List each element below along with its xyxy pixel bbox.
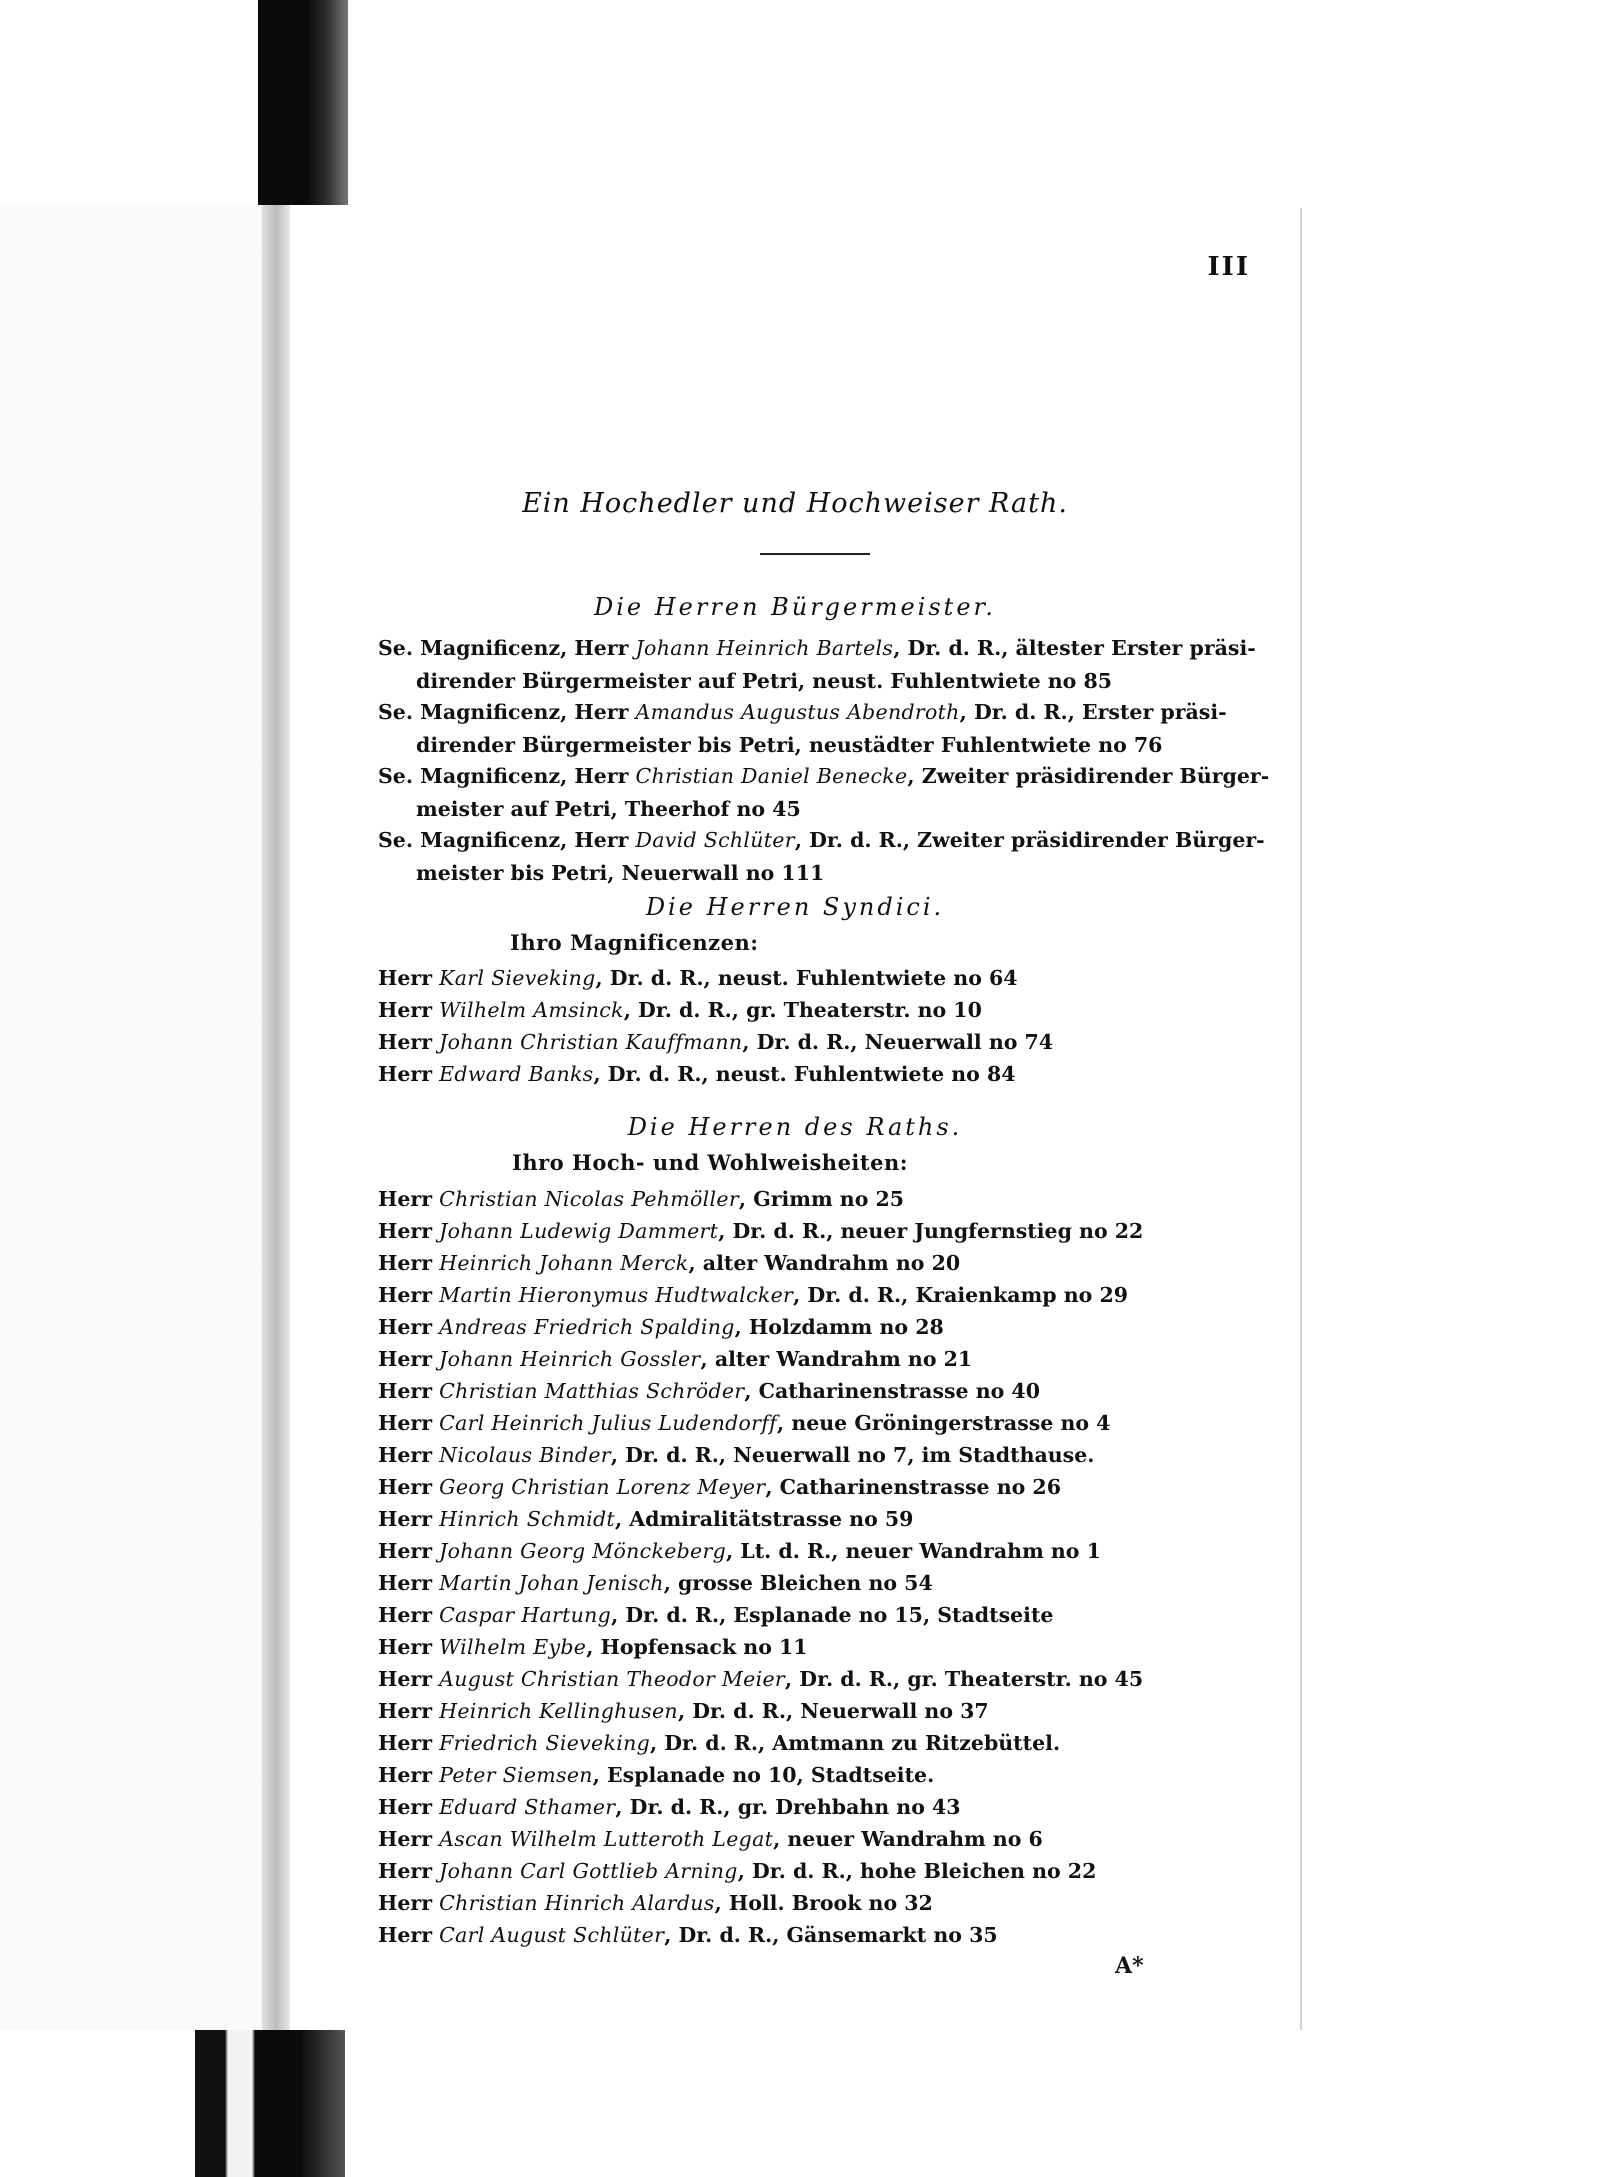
section-subheading-rath: Ihro Hoch- und Wohlweisheiten:: [512, 1150, 908, 1175]
section-heading-rath: Die Herren des Raths.: [627, 1113, 963, 1141]
rath-entry: [378, 1695, 989, 1727]
entry-details: , Holl. Brook no 32: [714, 1891, 933, 1915]
entry-prefix: Se. Magnificenz, Herr: [378, 764, 629, 788]
rath-entry: [378, 1599, 1053, 1631]
entry-prefix: Herr: [378, 1379, 433, 1403]
entry-name: Ascan Wilhelm Lutteroth Legat: [439, 1827, 774, 1851]
entry-details: , Dr. d. R., gr. Drehbahn no 43: [615, 1795, 961, 1819]
entry-prefix: Se. Magnificenz, Herr: [378, 700, 629, 724]
entry-details: , Grimm no 25: [738, 1187, 905, 1211]
entry-prefix: Se. Magnificenz, Herr: [378, 828, 629, 852]
entry-name: Eduard Sthamer: [439, 1795, 616, 1819]
entry-prefix: Herr: [378, 1187, 433, 1211]
entry-prefix: Herr: [378, 1347, 433, 1371]
entry-name: Martin Johan Jenisch: [439, 1571, 664, 1595]
entry-continuation: dirender Bürgermeister bis Petri, neustädter Fuhlentwiete no 76: [416, 733, 1163, 757]
rath-entry: [378, 1759, 934, 1791]
rath-entry: [378, 1887, 933, 1919]
entry-details: , Dr. d. R., gr. Theaterstr. no 45: [785, 1667, 1144, 1691]
entry-name: David Schlüter: [635, 828, 795, 852]
entry-details: , neue Gröningerstrasse no 4: [777, 1411, 1111, 1435]
entry-prefix: Herr: [378, 1699, 433, 1723]
rath-entry: [378, 1727, 1060, 1759]
entry-continuation: meister bis Petri, Neuerwall no 111: [416, 861, 825, 885]
entry-prefix: Herr: [378, 1859, 433, 1883]
buergermeister-entry: [378, 632, 1278, 698]
entry-prefix: Se. Magnificenz, Herr: [378, 636, 629, 660]
rath-entry: [378, 1279, 1128, 1311]
rath-entry: [378, 1215, 1143, 1247]
entry-name: Christian Daniel Benecke: [635, 764, 908, 788]
entry-prefix: Herr: [378, 1443, 433, 1467]
entry-name: August Christian Theodor Meier: [439, 1667, 786, 1691]
entry-details: , Catharinenstrasse no 26: [765, 1475, 1061, 1499]
scan-binding-shadow-top: [258, 0, 348, 205]
entry-prefix: Herr: [378, 1507, 433, 1531]
entry-prefix: Herr: [378, 1411, 433, 1435]
section-heading-syndici: Die Herren Syndici.: [645, 893, 945, 921]
entry-name: Martin Hieronymus Hudtwalcker: [439, 1283, 794, 1307]
syndicus-entry: [378, 962, 1018, 994]
entry-name: Edward Banks: [439, 1062, 594, 1086]
entry-name: Johann Christian Kauffmann: [439, 1030, 743, 1054]
entry-prefix: Herr: [378, 1571, 433, 1595]
rath-entry: [378, 1503, 913, 1535]
entry-prefix: Herr: [378, 1251, 433, 1275]
entry-prefix: Herr: [378, 1219, 433, 1243]
entry-details: , Dr. d. R., Neuerwall no 74: [742, 1030, 1054, 1054]
page-number: III: [1207, 252, 1250, 282]
rath-entry: [378, 1567, 933, 1599]
rath-entry: [378, 1631, 808, 1663]
entry-prefix: Herr: [378, 1731, 433, 1755]
entry-name: Friedrich Sieveking: [439, 1731, 650, 1755]
entry-details: , Dr. d. R., Neuerwall no 37: [677, 1699, 989, 1723]
signature-mark: A*: [1115, 1953, 1144, 1979]
buergermeister-entry: [378, 824, 1278, 890]
scan-binding-shadow-bottom: [195, 2030, 345, 2177]
entry-name: Caspar Hartung: [439, 1603, 612, 1627]
rath-entry: [378, 1663, 1143, 1695]
entry-name: Johann Heinrich Gossler: [439, 1347, 701, 1371]
rath-entry: [378, 1535, 1101, 1567]
entry-name: Heinrich Johann Merck: [439, 1251, 689, 1275]
entry-name: Christian Nicolas Pehmöller: [439, 1187, 739, 1211]
entry-details: , Holzdamm no 28: [734, 1315, 944, 1339]
entry-details: , Dr. d. R., neust. Fuhlentwiete no 84: [593, 1062, 1016, 1086]
rath-entry: [378, 1407, 1110, 1439]
entry-name: Heinrich Kellinghusen: [439, 1699, 678, 1723]
entry-name: Christian Hinrich Alardus: [439, 1891, 715, 1915]
entry-details: , Dr. d. R., Neuerwall no 7, im Stadthause.: [610, 1443, 1095, 1467]
entry-prefix: Herr: [378, 1475, 433, 1499]
entry-name: Peter Siemsen: [439, 1763, 593, 1787]
entry-details: , grosse Bleichen no 54: [663, 1571, 933, 1595]
title-rule: [760, 553, 870, 555]
entry-prefix: Herr: [378, 1315, 433, 1339]
entry-name: Johann Georg Mönckeberg: [439, 1539, 726, 1563]
entry-details: , Dr. d. R., Amtmann zu Ritzebüttel.: [650, 1731, 1061, 1755]
rath-entry: [378, 1919, 998, 1951]
rath-entry: [378, 1471, 1061, 1503]
entry-details: , Dr. d. R., ältester Erster präsi-: [893, 636, 1256, 660]
entry-details: , Zweiter präsidirender Bürger-: [907, 764, 1270, 788]
entry-details: , Dr. d. R., Esplanade no 15, Stadtseite: [611, 1603, 1054, 1627]
rath-entry: [378, 1343, 972, 1375]
entry-details: , Dr. d. R., neust. Fuhlentwiete no 64: [595, 966, 1018, 990]
entry-name: Andreas Friedrich Spalding: [439, 1315, 735, 1339]
entry-prefix: Herr: [378, 1539, 433, 1563]
entry-prefix: Herr: [378, 1827, 433, 1851]
entry-details: , neuer Wandrahm no 6: [773, 1827, 1043, 1851]
buergermeister-entry: [378, 760, 1278, 826]
entry-details: , Esplanade no 10, Stadtseite.: [592, 1763, 935, 1787]
entry-prefix: Herr: [378, 1667, 433, 1691]
entry-details: , Catharinenstrasse no 40: [744, 1379, 1040, 1403]
buergermeister-entry: [378, 696, 1278, 762]
entry-details: , Hopfensack no 11: [586, 1635, 808, 1659]
rath-entry: [378, 1791, 961, 1823]
document-page: [290, 208, 1302, 2030]
rath-entry: [378, 1855, 1096, 1887]
entry-details: , Dr. d. R., gr. Theaterstr. no 10: [623, 998, 982, 1022]
entry-name: Georg Christian Lorenz Meyer: [439, 1475, 766, 1499]
entry-name: Nicolaus Binder: [439, 1443, 611, 1467]
entry-prefix: Herr: [378, 1283, 433, 1307]
entry-details: , Dr. d. R., neuer Jungfernstieg no 22: [718, 1219, 1144, 1243]
entry-details: , Lt. d. R., neuer Wandrahm no 1: [726, 1539, 1101, 1563]
entry-name: Carl August Schlüter: [439, 1923, 665, 1947]
entry-prefix: Herr: [378, 1923, 433, 1947]
entry-details: , Dr. d. R., Zweiter präsidirender Bürger-: [794, 828, 1265, 852]
entry-name: Carl Heinrich Julius Ludendorff: [439, 1411, 778, 1435]
entry-continuation: meister auf Petri, Theerhof no 45: [416, 797, 801, 821]
entry-details: , alter Wandrahm no 21: [700, 1347, 973, 1371]
rath-entry: [378, 1375, 1040, 1407]
section-subheading-syndici: Ihro Magnificenzen:: [510, 930, 759, 955]
entry-name: Hinrich Schmidt: [439, 1507, 615, 1531]
entry-name: Amandus Augustus Abendroth: [635, 700, 960, 724]
entry-prefix: Herr: [378, 966, 433, 990]
entry-details: , Dr. d. R., Gänsemarkt no 35: [664, 1923, 998, 1947]
rath-entry: [378, 1439, 1094, 1471]
entry-name: Johann Carl Gottlieb Arning: [439, 1859, 738, 1883]
entry-prefix: Herr: [378, 1062, 433, 1086]
entry-prefix: Herr: [378, 1635, 433, 1659]
book-gutter: [262, 205, 290, 2030]
rath-entry: [378, 1823, 1043, 1855]
rath-entry: [378, 1247, 960, 1279]
entry-prefix: Herr: [378, 998, 433, 1022]
entry-prefix: Herr: [378, 1763, 433, 1787]
entry-details: , Dr. d. R., Kraienkamp no 29: [793, 1283, 1128, 1307]
entry-name: Christian Matthias Schröder: [439, 1379, 745, 1403]
entry-name: Wilhelm Amsinck: [439, 998, 624, 1022]
entry-name: Johann Ludewig Dammert: [439, 1219, 719, 1243]
facing-page-edge: [0, 205, 280, 2030]
syndicus-entry: [378, 1058, 1016, 1090]
entry-name: Karl Sieveking: [439, 966, 596, 990]
syndicus-entry: [378, 1026, 1053, 1058]
page-title: Ein Hochedler und Hochweiser Rath.: [522, 488, 1068, 519]
rath-entry: [378, 1311, 944, 1343]
entry-details: , Admiralitätstrasse no 59: [614, 1507, 914, 1531]
entry-prefix: Herr: [378, 1891, 433, 1915]
entry-details: , alter Wandrahm no 20: [688, 1251, 961, 1275]
entry-name: Johann Heinrich Bartels: [635, 636, 894, 660]
entry-name: Wilhelm Eybe: [439, 1635, 587, 1659]
syndicus-entry: [378, 994, 982, 1026]
entry-continuation: dirender Bürgermeister auf Petri, neust. Fuhlentwiete no 85: [416, 669, 1112, 693]
entry-details: , Dr. d. R., hohe Bleichen no 22: [737, 1859, 1097, 1883]
entry-prefix: Herr: [378, 1030, 433, 1054]
entry-details: , Dr. d. R., Erster präsi-: [959, 700, 1227, 724]
section-heading-buergermeister: Die Herren Bürgermeister.: [594, 593, 996, 621]
entry-prefix: Herr: [378, 1603, 433, 1627]
entry-prefix: Herr: [378, 1795, 433, 1819]
rath-entry: [378, 1183, 904, 1215]
